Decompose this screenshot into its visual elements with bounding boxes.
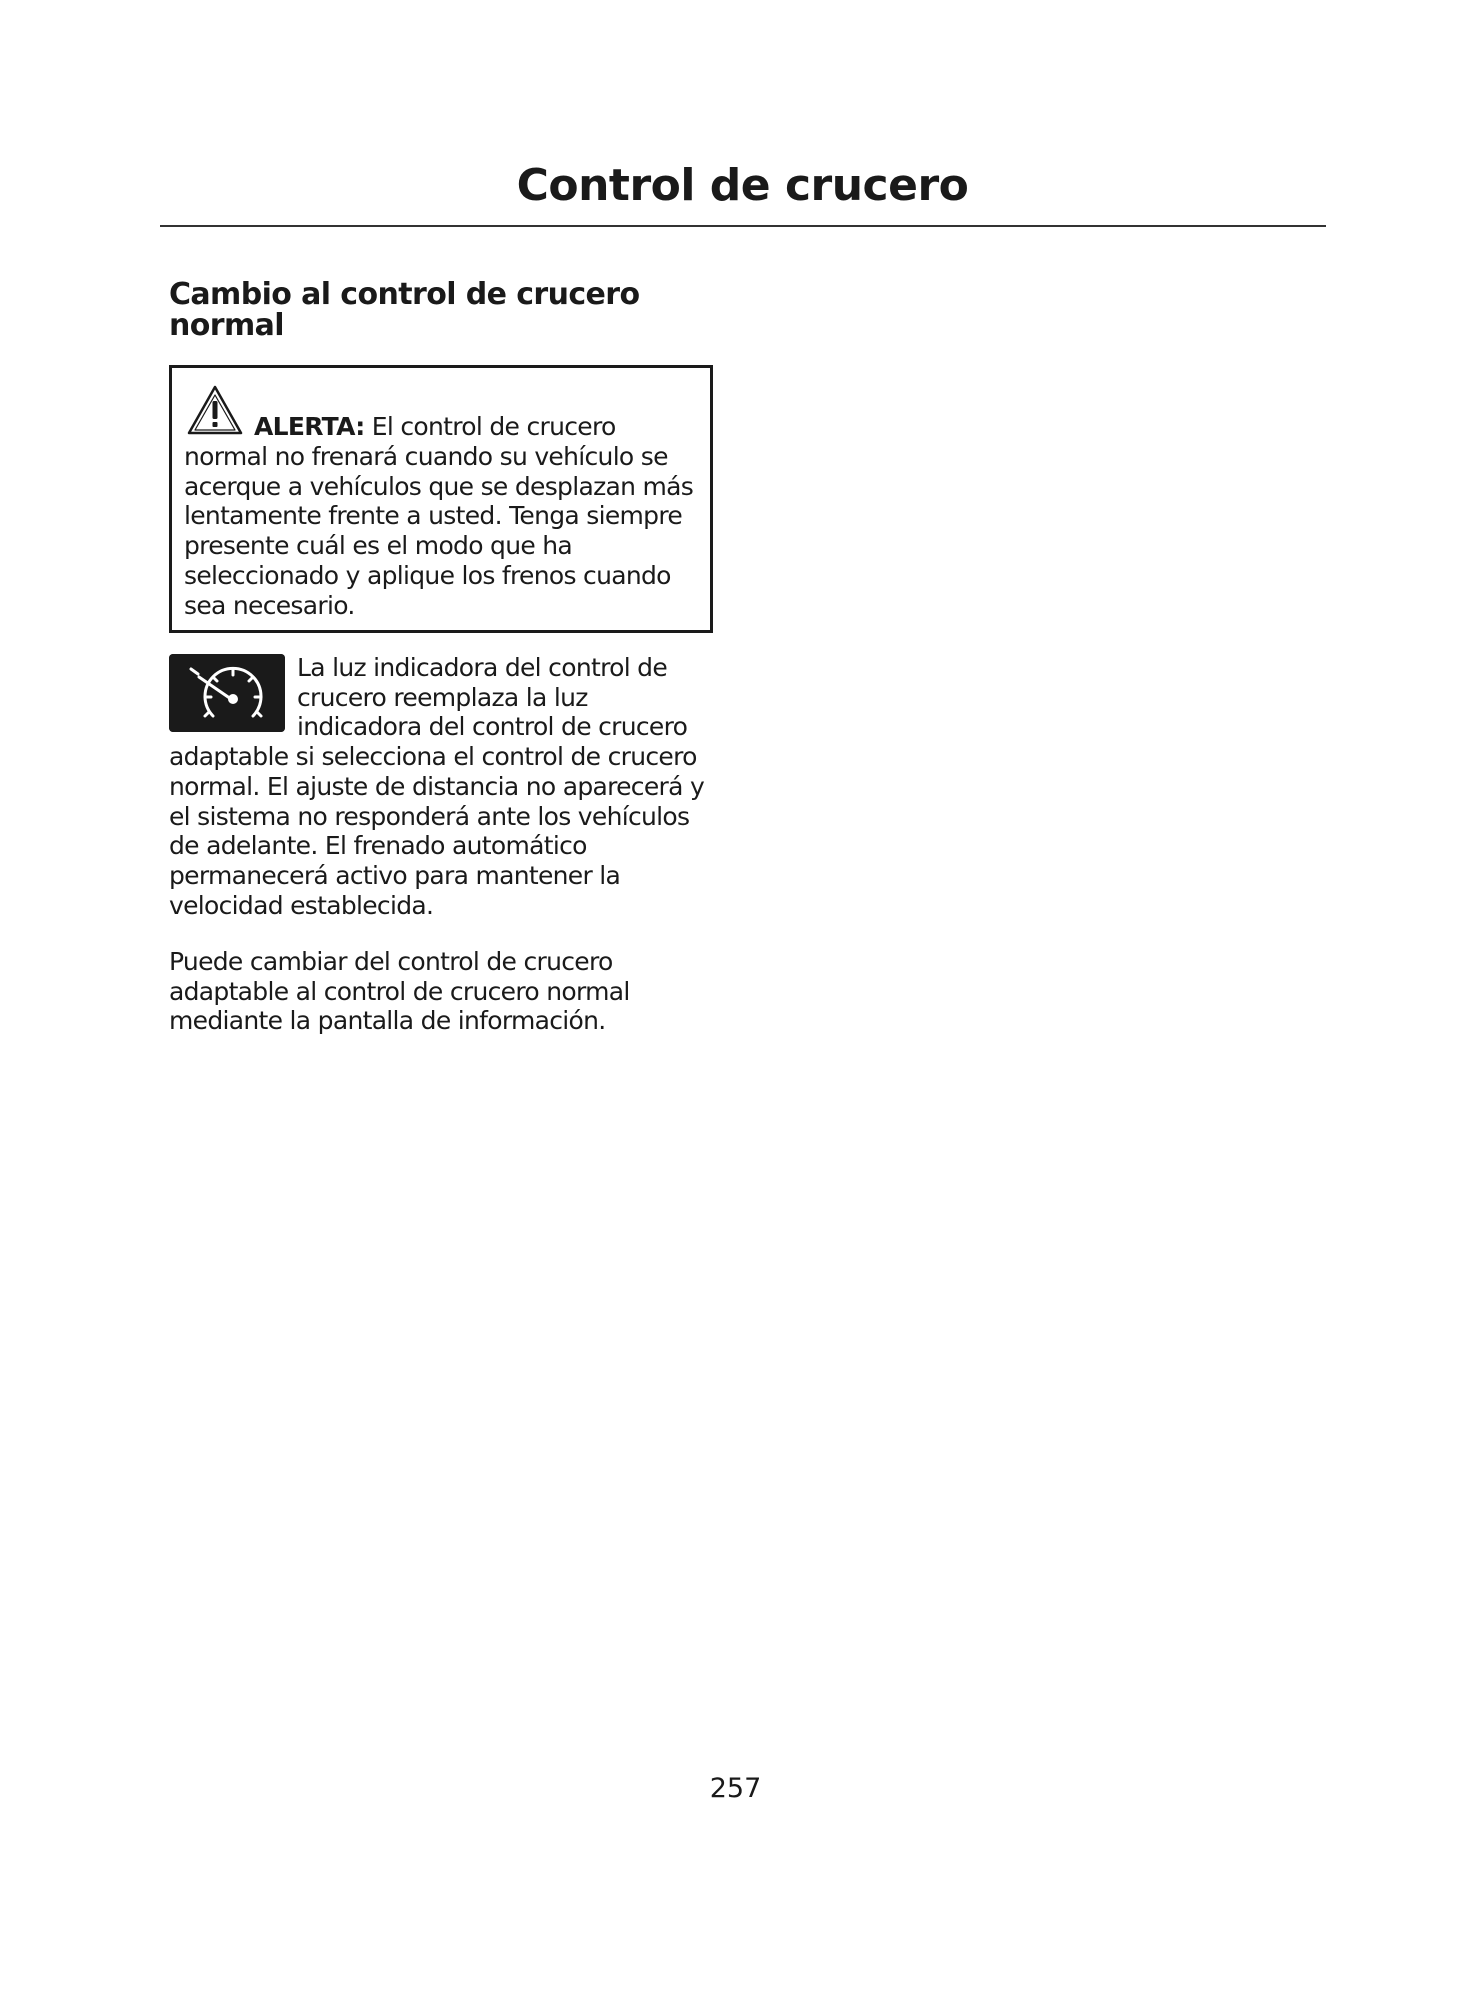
warning-text (184, 412, 694, 621)
alert-label: ALERTA: (254, 412, 365, 441)
page-title: Control de crucero (516, 160, 969, 211)
title-divider (160, 225, 1326, 227)
indicator-description-paragraph (169, 653, 717, 920)
section-heading: Cambio al control de crucero normal (169, 277, 640, 343)
warning-message: El control de crucero normal no frenará cuando su vehículo se acerque a vehículos que se desplazan más lentamente frente a usted. Tenga siempre presente cuál es el modo que ha seleccionado y aplique los frenos cuando sea necesario. (184, 412, 694, 620)
paragraph-text: La luz indicadora del control de crucero reemplaza la luz indicadora del control de crucero adaptable si selecciona el control de crucero normal. El ajuste de distancia no aparecerá y el sistema no responderá ante los vehículos de adelante. El frenado automático permanecerá activo para mantener la velocidad establecida. (169, 653, 705, 920)
page-number: 257 (709, 1773, 762, 1804)
mode-change-paragraph: Puede cambiar del control de crucero adaptable al control de crucero normal mediante la pantalla de información. (169, 947, 630, 1036)
warning-box (169, 365, 713, 633)
